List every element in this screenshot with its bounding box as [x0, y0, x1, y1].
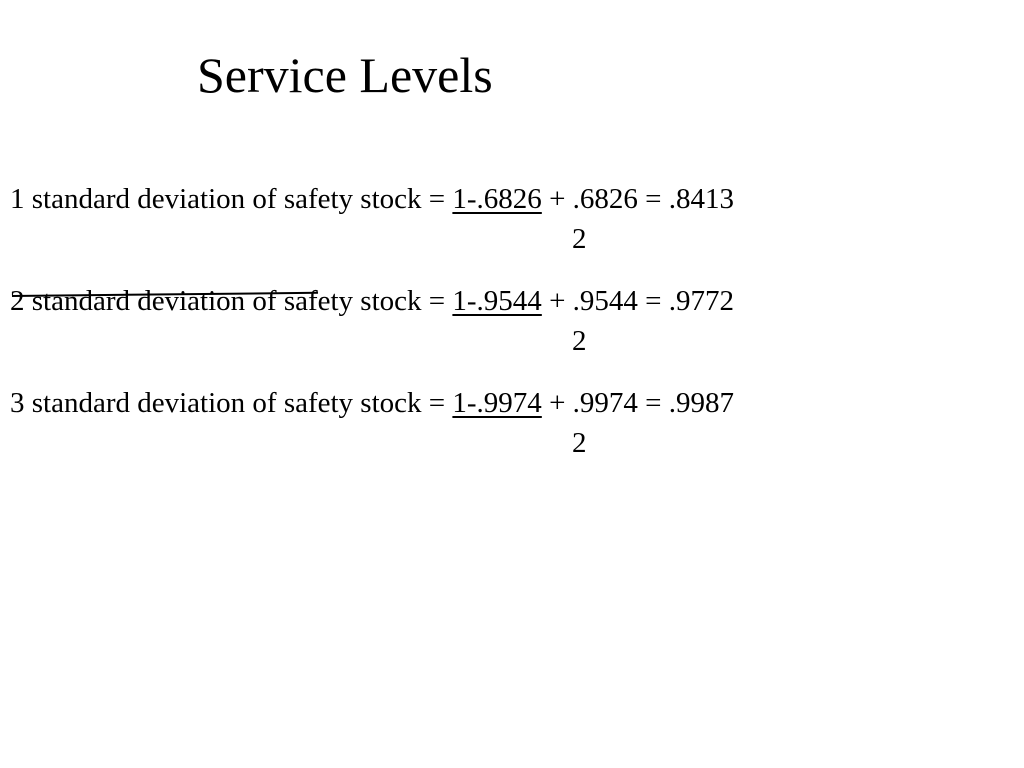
formula-numerator: 1-.6826	[452, 183, 542, 215]
formula-result: + .9974 = .9987	[549, 387, 735, 419]
formula-row-3	[10, 386, 735, 459]
formula-denominator: 2	[572, 223, 587, 255]
formula-row-2	[10, 284, 735, 357]
formula-result: + .9544 = .9772	[549, 285, 735, 317]
formula-numerator: 1-.9544	[452, 285, 542, 317]
formula-row-1	[10, 182, 735, 255]
formula-numerator: 1-.9974	[452, 387, 542, 419]
formula-label: 2 standard deviation of safety stock =	[10, 285, 446, 317]
formula-label: 1 standard deviation of safety stock =	[10, 183, 446, 215]
formula-denominator: 2	[572, 325, 587, 357]
slide-title: Service Levels	[197, 47, 493, 103]
formula-label: 3 standard deviation of safety stock =	[10, 387, 446, 419]
formula-result: + .6826 = .8413	[549, 183, 735, 215]
formula-denominator: 2	[572, 427, 587, 459]
